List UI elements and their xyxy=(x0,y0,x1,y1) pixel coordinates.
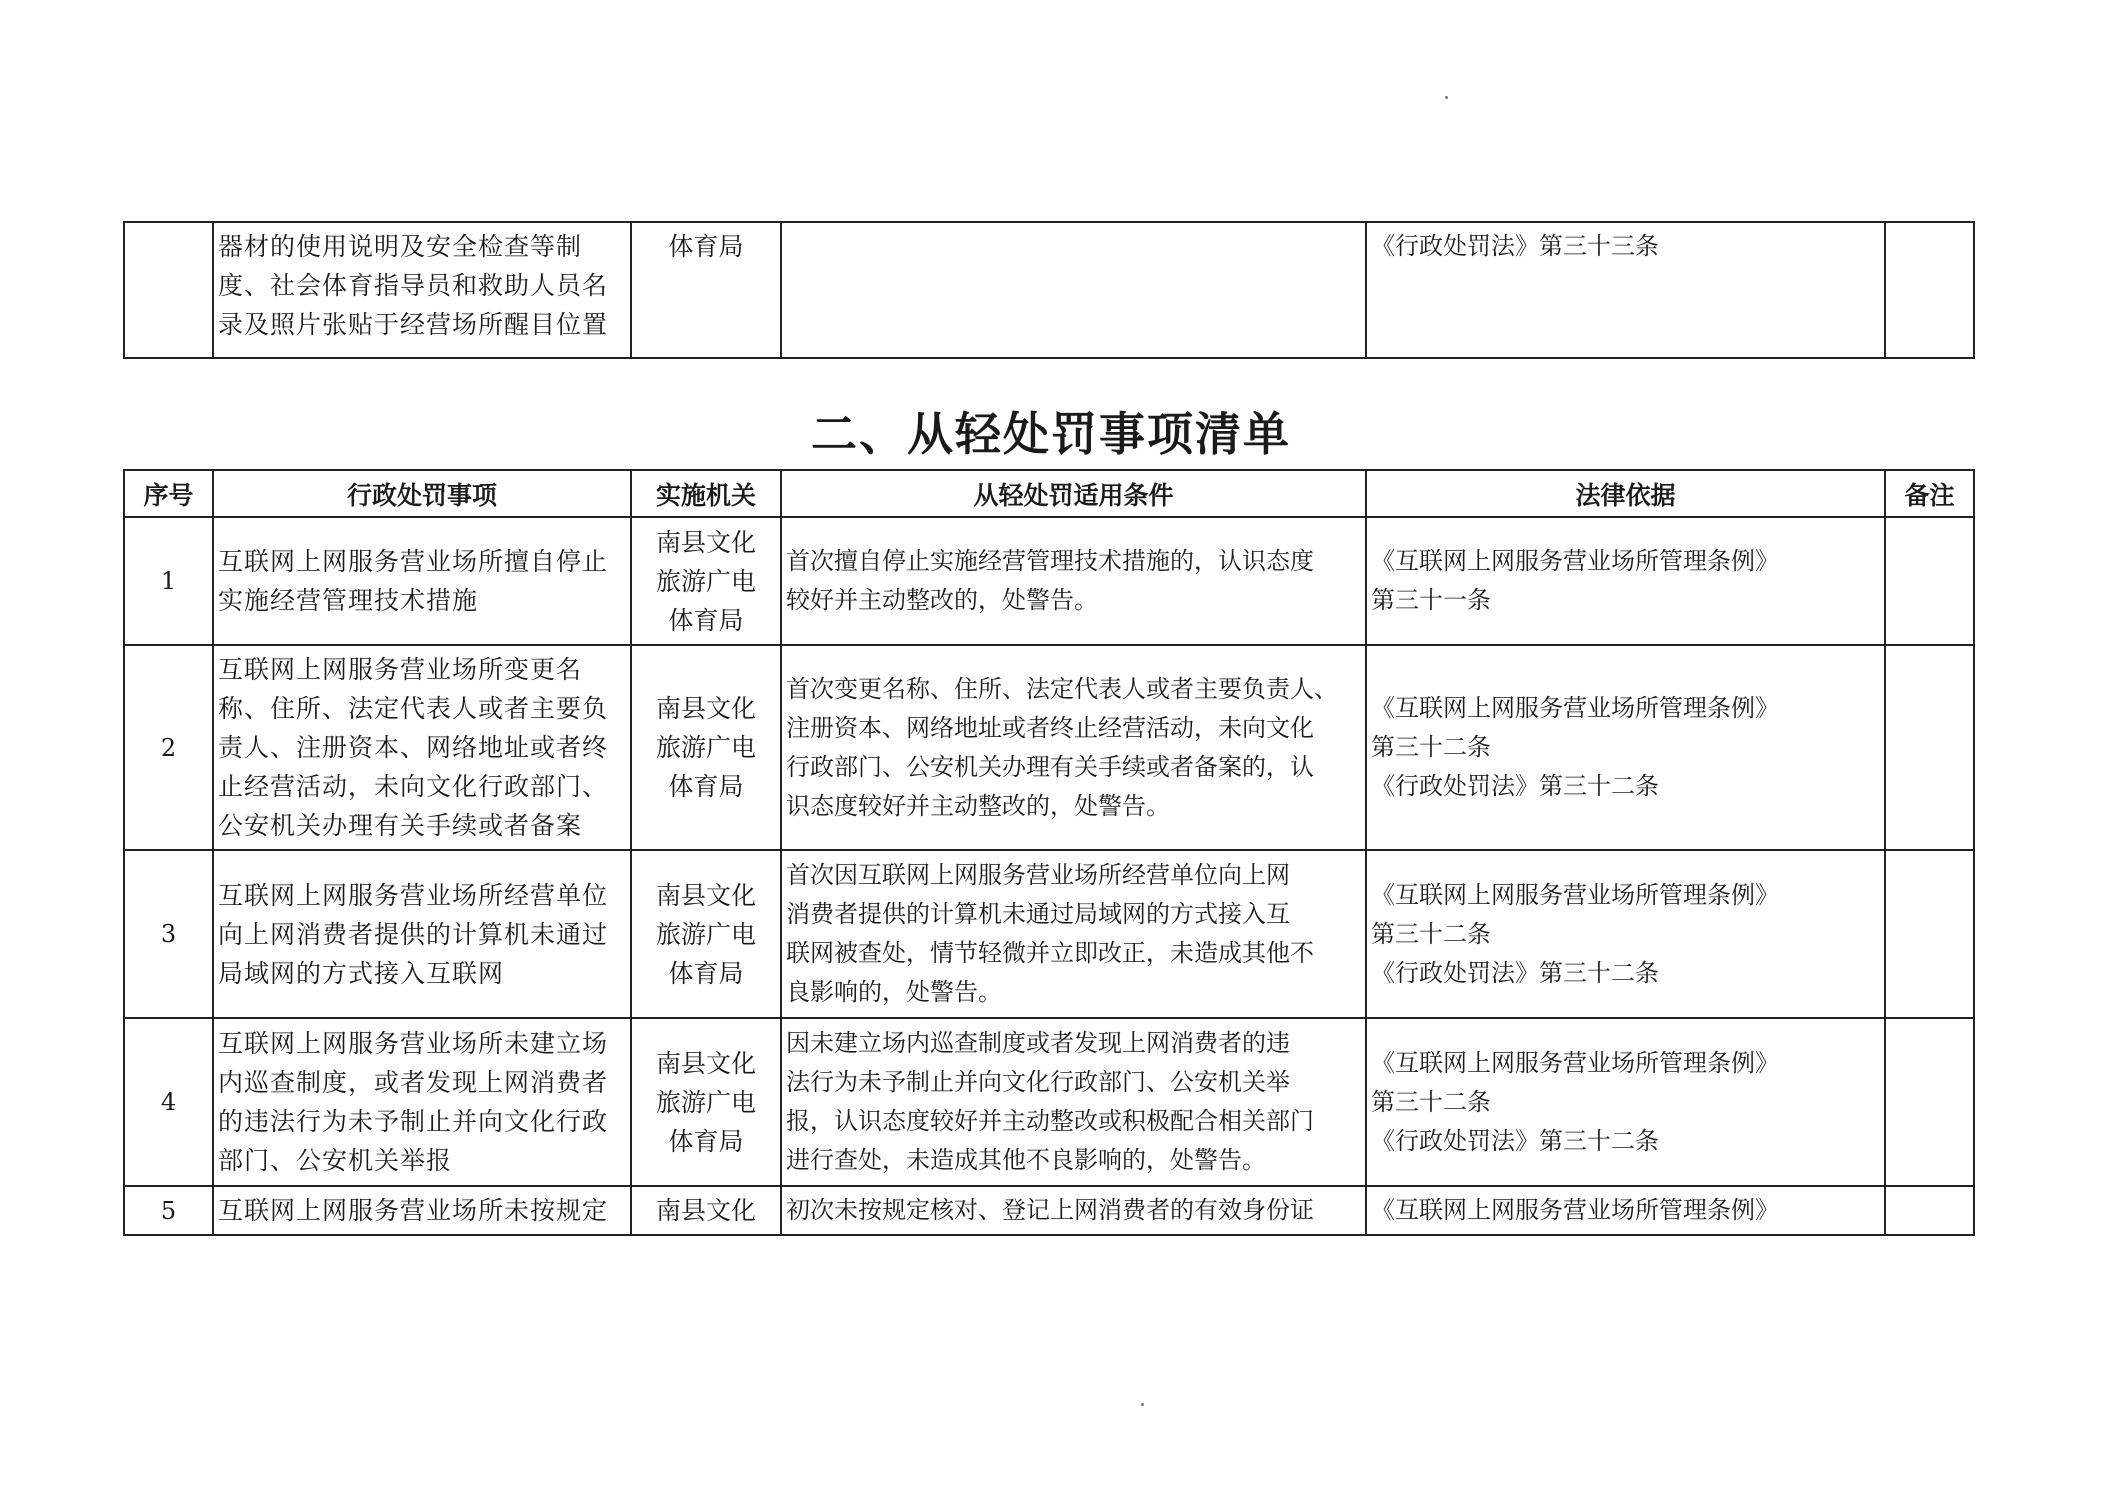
agency-cell xyxy=(631,1018,781,1186)
cell-text-line: 报，认识态度较好并主动整改或积极配合相关部门 xyxy=(786,1107,1314,1135)
cell-text-line: 向上网消费者提供的计算机未通过 xyxy=(218,919,609,949)
row-number-cell: 5 xyxy=(124,1186,213,1235)
cell-text-line: 互联网上网服务营业场所擅自停止 xyxy=(218,547,609,576)
cell-text-line: 旅游广电 xyxy=(655,919,756,949)
basis-cell xyxy=(1366,645,1885,850)
table-row xyxy=(124,850,1974,1018)
cell-text-line: 《互联网上网服务营业场所管理条例》 xyxy=(1371,1196,1779,1224)
cell-text-line: 南县文化 xyxy=(655,527,756,557)
condition-cell xyxy=(781,222,1366,358)
agency-cell xyxy=(631,1186,781,1235)
cell-text-line: 南县文化 xyxy=(655,1196,756,1225)
cell-text-line: 体育局 xyxy=(668,958,744,988)
penalty-item-cell xyxy=(213,1018,631,1186)
remark-cell xyxy=(1885,517,1974,645)
remark-cell xyxy=(1885,850,1974,1018)
cell-text-line: 公安机关办理有关手续或者备案 xyxy=(218,811,583,840)
row-number-cell: 1 xyxy=(124,517,213,645)
condition-cell xyxy=(781,850,1366,1018)
cell-text-line: 《行政处罚法》第三十二条 xyxy=(1371,772,1659,800)
cell-text-line: 《互联网上网服务营业场所管理条例》 xyxy=(1371,694,1779,722)
table-row xyxy=(124,1186,1974,1235)
header-item: 行政处罚事项 xyxy=(213,470,631,517)
cell-text-line: 南县文化 xyxy=(655,694,756,723)
header-agency: 实施机关 xyxy=(631,470,781,517)
cell-text-line: 的违法行为未予制止并向文化行政 xyxy=(218,1107,609,1136)
cell-text-line: 首次变更名称、住所、法定代表人或者主要负责人、 xyxy=(786,674,1338,703)
cell-text-line: 部门、公安机关举报 xyxy=(218,1146,453,1175)
condition-cell xyxy=(781,517,1366,645)
header-basis: 法律依据 xyxy=(1366,470,1885,517)
cell-text-line: 实施经营管理技术措施 xyxy=(218,586,479,615)
cell-text-line: 《行政处罚法》第三十二条 xyxy=(1371,1126,1659,1155)
cell-text-line: 旅游广电 xyxy=(655,566,756,596)
basis-cell xyxy=(1366,850,1885,1018)
cell-text-line: 体育局 xyxy=(668,605,744,635)
cell-text-line: 体育局 xyxy=(668,1126,744,1156)
penalty-item-cell: 器材的使用说明及安全检查等制 度、社会体育指导员和救助人员名 录及照片张贴于经营场所醒目位置 xyxy=(213,222,631,358)
condition-cell xyxy=(781,1186,1366,1235)
cell-text-line: 第三十一条 xyxy=(1371,586,1491,614)
remark-cell xyxy=(1885,1186,1974,1235)
remark-cell xyxy=(1885,1018,1974,1186)
section-title: 二、从轻处罚事项清单 xyxy=(811,407,1291,461)
basis-cell xyxy=(1366,1018,1885,1186)
cell-text-line: 较好并主动整改的，处警告。 xyxy=(786,586,1098,614)
cell-text-line: 法行为未予制止并向文化行政部门、公安机关举 xyxy=(786,1068,1290,1096)
penalty-item-cell xyxy=(213,517,631,645)
row-number-cell: 4 xyxy=(124,1018,213,1186)
row-number-cell: 2 xyxy=(124,645,213,850)
cell-text-line: 互联网上网服务营业场所未建立场 xyxy=(218,1029,609,1058)
cell-text-line: 第三十二条 xyxy=(1371,733,1491,761)
basis-cell xyxy=(1366,1186,1885,1235)
agency-cell xyxy=(631,517,781,645)
cell-text-line: 《互联网上网服务营业场所管理条例》 xyxy=(1371,547,1779,575)
cell-text-line: 称、住所、法定代表人或者主要负 xyxy=(218,694,609,723)
cell-text-line: 南县文化 xyxy=(655,880,756,910)
remark-cell xyxy=(1885,222,1974,358)
cell-text-line: 体育局 xyxy=(668,772,744,801)
row-number-cell: 3 xyxy=(124,850,213,1018)
condition-cell xyxy=(781,1018,1366,1186)
basis-cell xyxy=(1366,517,1885,645)
agency-cell: 体育局 xyxy=(631,222,781,358)
cell-text-line: 旅游广电 xyxy=(655,733,756,762)
cell-text-line: 第三十二条 xyxy=(1371,919,1491,948)
agency-cell xyxy=(631,850,781,1018)
remark-cell xyxy=(1885,645,1974,850)
scan-speck xyxy=(1141,1403,1144,1406)
cell-text-line: 良影响的，处警告。 xyxy=(786,978,1002,1006)
cell-text-line: 《互联网上网服务营业场所管理条例》 xyxy=(1371,1048,1779,1077)
agency-cell xyxy=(631,645,781,850)
cell-text-line: 进行查处，未造成其他不良影响的，处警告。 xyxy=(786,1146,1266,1174)
cell-text-line: 因未建立场内巡查制度或者发现上网消费者的违 xyxy=(786,1029,1290,1057)
table-row xyxy=(124,1018,1974,1186)
header-remark: 备注 xyxy=(1885,470,1974,517)
table-row xyxy=(124,645,1974,850)
continuation-table xyxy=(123,221,1975,359)
table-row xyxy=(124,517,1974,645)
table-row xyxy=(124,222,1974,358)
cell-text-line: 责人、注册资本、网络地址或者终 xyxy=(218,733,609,762)
cell-text-line: 《互联网上网服务营业场所管理条例》 xyxy=(1371,880,1779,909)
cell-text-line: 局域网的方式接入互联网 xyxy=(218,958,505,988)
cell-text-line: 行政部门、公安机关办理有关手续或者备案的，认 xyxy=(786,752,1314,781)
header-condition: 从轻处罚适用条件 xyxy=(781,470,1366,517)
condition-cell xyxy=(781,645,1366,850)
cell-text-line: 首次擅自停止实施经营管理技术措施的，认识态度 xyxy=(786,547,1314,575)
cell-text-line: 南县文化 xyxy=(655,1048,756,1078)
cell-text-line: 止经营活动，未向文化行政部门、 xyxy=(218,772,609,801)
cell-text-line: 首次因互联网上网服务营业场所经营单位向上网 xyxy=(786,861,1290,889)
penalty-item-cell xyxy=(213,850,631,1018)
penalty-item-cell xyxy=(213,1186,631,1235)
table-header-row xyxy=(124,470,1974,517)
cell-text-line: 联网被查处，情节轻微并立即改正，未造成其他不 xyxy=(786,939,1314,967)
cell-text-line: 消费者提供的计算机未通过局域网的方式接入互 xyxy=(786,900,1290,928)
cell-text-line: 内巡查制度，或者发现上网消费者 xyxy=(218,1068,609,1097)
cell-text-line: 互联网上网服务营业场所未按规定 xyxy=(218,1196,609,1225)
cell-text-line: 注册资本、网络地址或者终止经营活动，未向文化 xyxy=(786,713,1314,742)
cell-text-line: 初次未按规定核对、登记上网消费者的有效身份证 xyxy=(786,1196,1314,1224)
row-number-cell xyxy=(124,222,213,358)
cell-text-line: 识态度较好并主动整改的，处警告。 xyxy=(786,791,1170,820)
table-body xyxy=(124,517,1974,1235)
cell-text-line: 《行政处罚法》第三十二条 xyxy=(1371,958,1659,987)
basis-cell: 《行政处罚法》第三十三条 xyxy=(1366,222,1885,358)
header-no: 序号 xyxy=(124,470,213,517)
cell-text-line: 互联网上网服务营业场所经营单位 xyxy=(218,880,609,910)
lighter-penalty-table xyxy=(123,469,1975,1236)
cell-text-line: 第三十二条 xyxy=(1371,1087,1491,1116)
penalty-item-cell xyxy=(213,645,631,850)
cell-text-line: 旅游广电 xyxy=(655,1087,756,1117)
scan-speck xyxy=(1445,96,1448,99)
cell-text-line: 互联网上网服务营业场所变更名 xyxy=(218,655,583,684)
